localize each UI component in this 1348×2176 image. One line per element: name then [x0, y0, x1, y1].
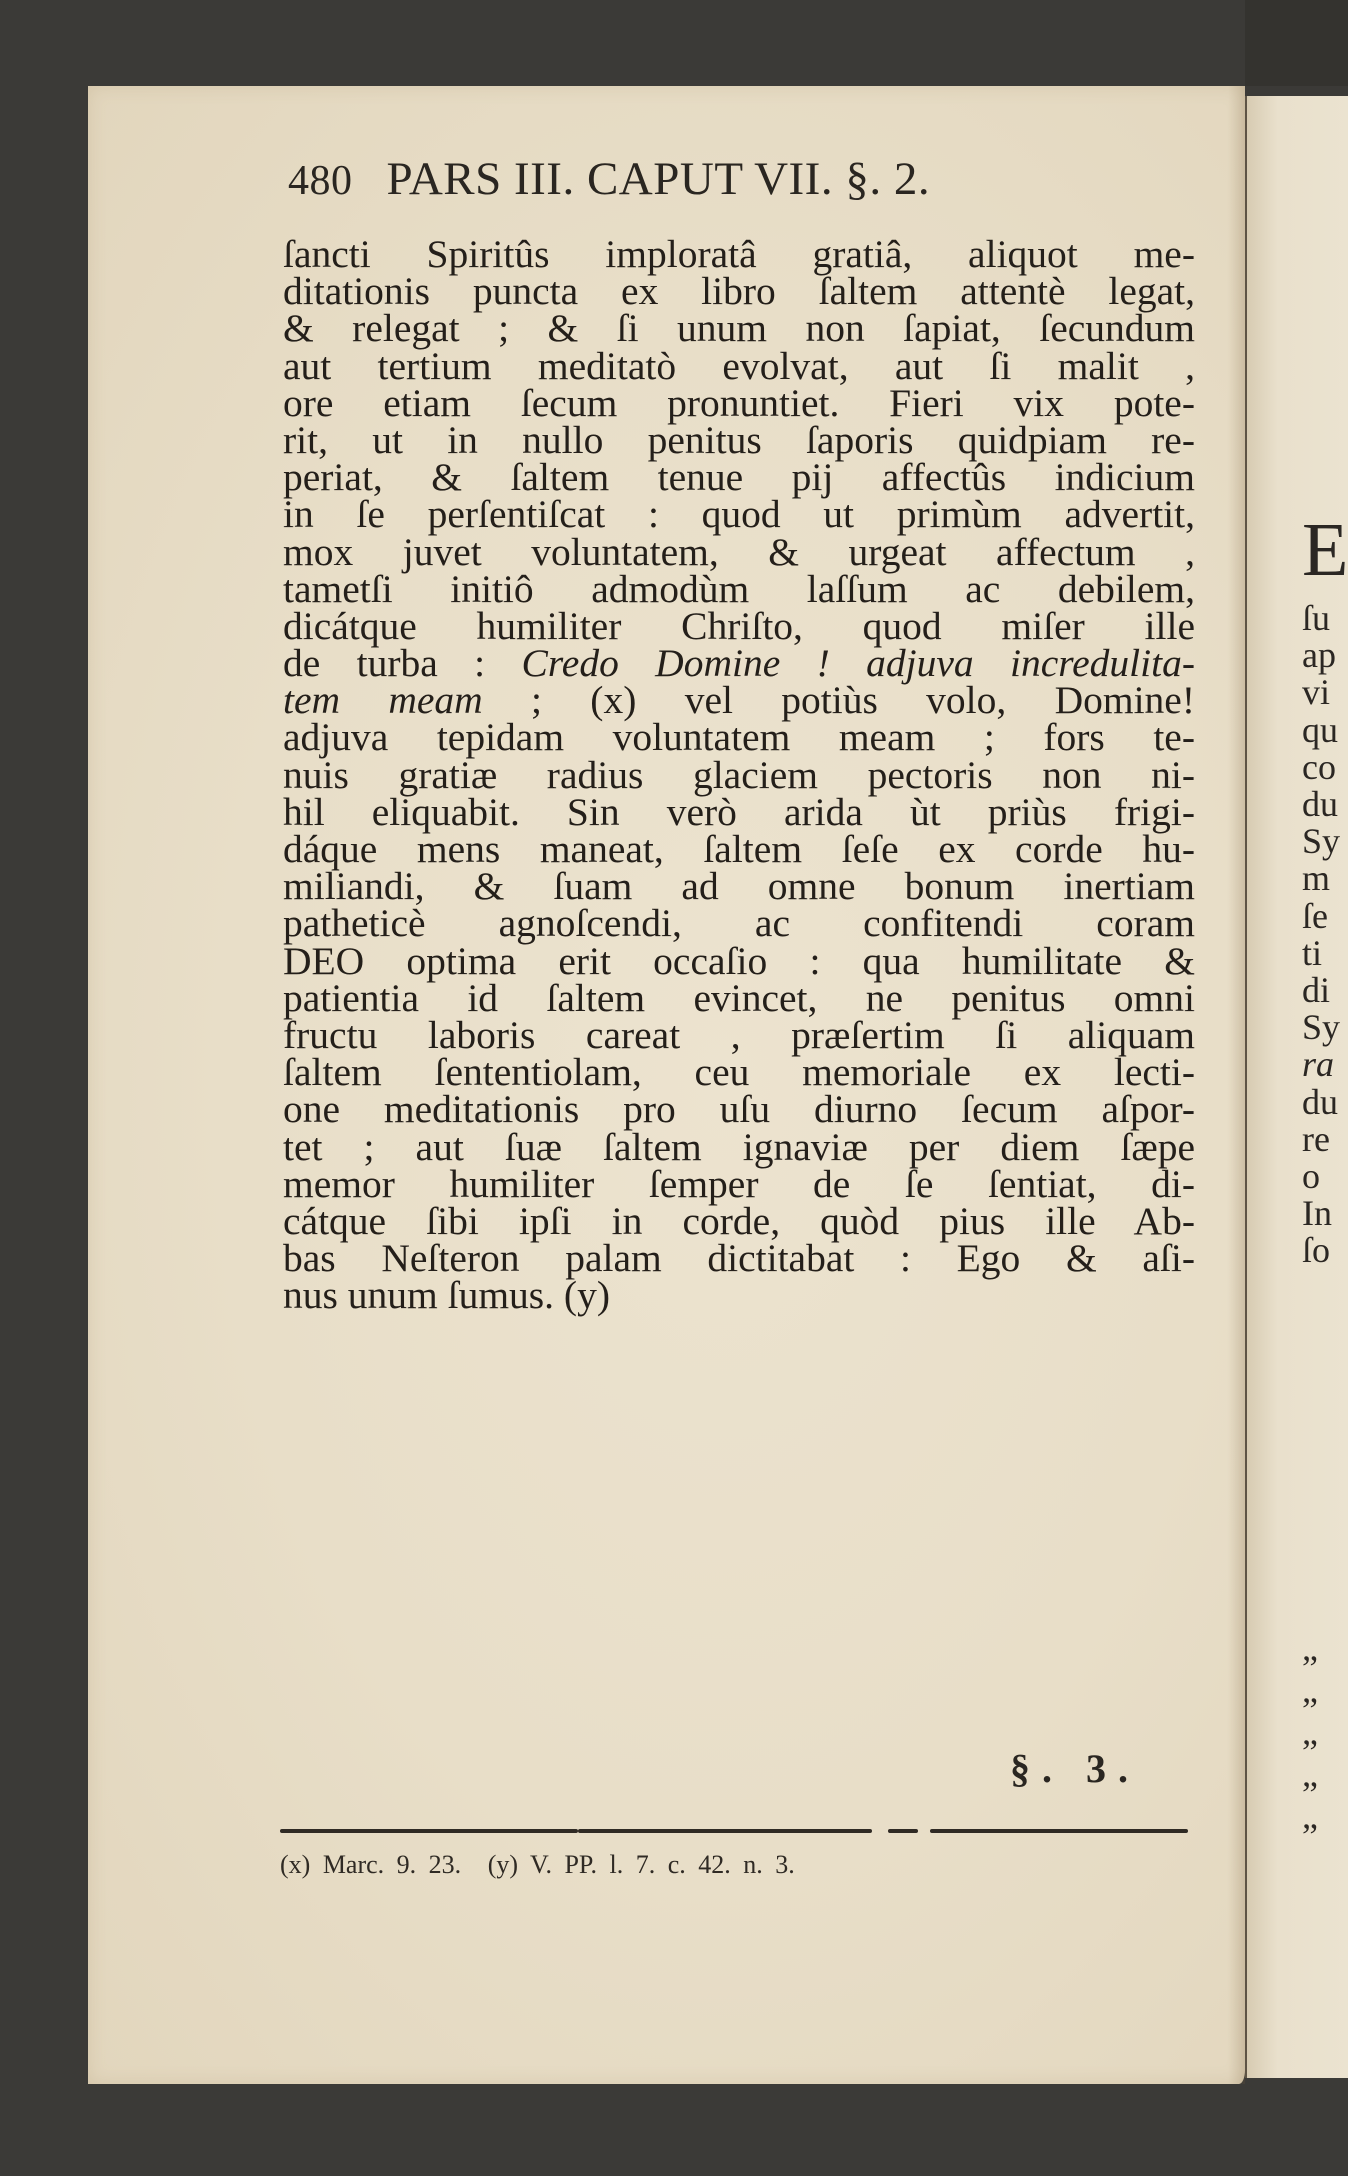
text-segment: de turba : [283, 641, 486, 686]
facing-page-line-fragment: ” [1302, 1648, 1318, 1688]
chapter-title: PARS III. CAPUT VII. §. 2. [386, 153, 931, 205]
text-line: in ſe perſentiſcat : quod ut primùm advertit, [283, 492, 1195, 537]
gutter-shadow [1228, 86, 1245, 2084]
text-segment: ; (x) vel potiùs volo, Domine! [531, 678, 1195, 723]
facing-page-line-fragment: ” [1302, 1732, 1318, 1772]
text-line: adjuva tepidam voluntatem meam ; fors te- [283, 715, 1195, 760]
facing-page-line-fragment: vi [1302, 672, 1331, 713]
facing-page-line-fragment: Sy [1302, 821, 1341, 862]
running-head [288, 152, 1188, 212]
facing-page-line-fragment: ” [1302, 1816, 1318, 1856]
facing-page-line-fragment: Sy [1302, 1007, 1341, 1048]
footnotes [280, 1850, 1200, 1880]
text-line: tet ; aut ſuæ ſaltem ignaviæ per diem ſæpe [283, 1124, 1195, 1169]
text-line: nus unum ſumus. (y) [283, 1273, 610, 1318]
facing-page-drop-cap: E [1302, 508, 1348, 592]
text-line: cátque ſibi ipſi in corde, quòd pius ille Ab- [283, 1198, 1195, 1243]
facing-page-line-fragment: ti [1302, 932, 1323, 973]
next-section-marker: §. 3. [1010, 1746, 1140, 1791]
text-line: nuis gratiæ radius glaciem pectoris non ni- [283, 752, 1195, 797]
facing-page-line-fragment: ap [1302, 635, 1336, 676]
facing-page-line-fragment: re [1302, 1118, 1330, 1159]
facing-page-line-fragment: ” [1302, 1774, 1318, 1814]
text-line: memor humiliter ſemper de ſe ſentiat, di- [283, 1161, 1195, 1206]
facing-page-line-fragment: In [1302, 1193, 1332, 1234]
text-line: & relegat ; & ſi unum non ſapiat, ſecundum [283, 306, 1195, 351]
body-text [283, 232, 1196, 1318]
text-line: bas Neſteron palam dictitabat : Ego & aſi- [283, 1236, 1195, 1281]
text-line: hil eliquabit. Sin verò arida ùt priùs frigi- [283, 789, 1195, 834]
facing-page-line-fragment: m [1302, 858, 1331, 899]
text-line: ore etiam ſecum pronuntiet. Fieri vix pote- [283, 380, 1195, 425]
facing-page-line-fragment: du [1302, 1081, 1338, 1122]
facing-page-line-fragment: ſu [1302, 598, 1331, 638]
text-line: patientia id ſaltem evincet, ne penitus omni [283, 975, 1195, 1020]
facing-page-line-fragment: co [1302, 746, 1336, 787]
italic-quote: tem meam [283, 678, 483, 723]
page-number: 480 [288, 158, 353, 204]
facing-page-line-fragment: qu [1302, 709, 1338, 750]
text-line-with-quote [283, 641, 1196, 686]
footnote-x: (x) Marc. 9. 23. [280, 1850, 462, 1879]
text-line-with-quote [283, 678, 1195, 723]
text-line: dicátque humiliter Chriſto, quod miſer ille [283, 603, 1195, 648]
text-line: dáque mens maneat, ſaltem ſeſe ex corde hu- [283, 827, 1195, 871]
text-line: ſaltem ſententiolam, ceu memoriale ex lecti- [283, 1050, 1195, 1095]
text-line: miliandi, & ſuam ad omne bonum inertiam [283, 864, 1195, 909]
footnote-rule [578, 1829, 872, 1833]
italic-quote: Credo Domine ! adjuva incredulita- [521, 641, 1196, 686]
footnote-rule [280, 1829, 578, 1833]
facing-page-line-fragment: ſo [1302, 1230, 1331, 1271]
facing-page-line-fragment: di [1302, 970, 1331, 1010]
text-line: one meditationis pro uſu diurno ſecum aſpor- [283, 1087, 1195, 1132]
facing-page-line-fragment: du [1302, 784, 1338, 824]
footnote-y: (y) V. PP. l. 7. c. 42. n. 3. [487, 1850, 795, 1879]
facing-page-text [1302, 0, 1348, 2176]
text-line: mox juvet voluntatem, & urgeat affectum , [283, 529, 1195, 574]
text-line: aut tertium meditatò evolvat, aut ſi malit , [283, 343, 1195, 388]
text-line: ditationis puncta ex libro ſaltem attentè legat, [283, 269, 1195, 314]
facing-page-line-fragment: ra [1302, 1044, 1335, 1085]
text-line: periat, & ſaltem tenue pij affectûs indicium [283, 455, 1195, 500]
text-line: fructu laboris careat , præſertim ſi aliquam [283, 1012, 1195, 1057]
footnote-rule [930, 1829, 1188, 1833]
text-line: patheticè agnoſcendi, ac confitendi coram [283, 901, 1195, 946]
text-line: ſancti Spiritûs imploratâ gratiâ, aliquot me- [283, 232, 1195, 276]
text-line: rit, ut in nullo penitus ſaporis quidpiam re- [283, 417, 1195, 462]
facing-page-line-fragment: ” [1302, 1690, 1318, 1730]
text-line: DEO optima erit occaſio : qua humilitate & [283, 938, 1195, 983]
facing-page-line-fragment: o [1302, 1156, 1320, 1196]
footnote-rule [888, 1829, 918, 1833]
text-line: tametſi initiô admodùm laſſum ac debilem, [283, 566, 1195, 611]
facing-page-line-fragment: ſe [1302, 895, 1328, 936]
